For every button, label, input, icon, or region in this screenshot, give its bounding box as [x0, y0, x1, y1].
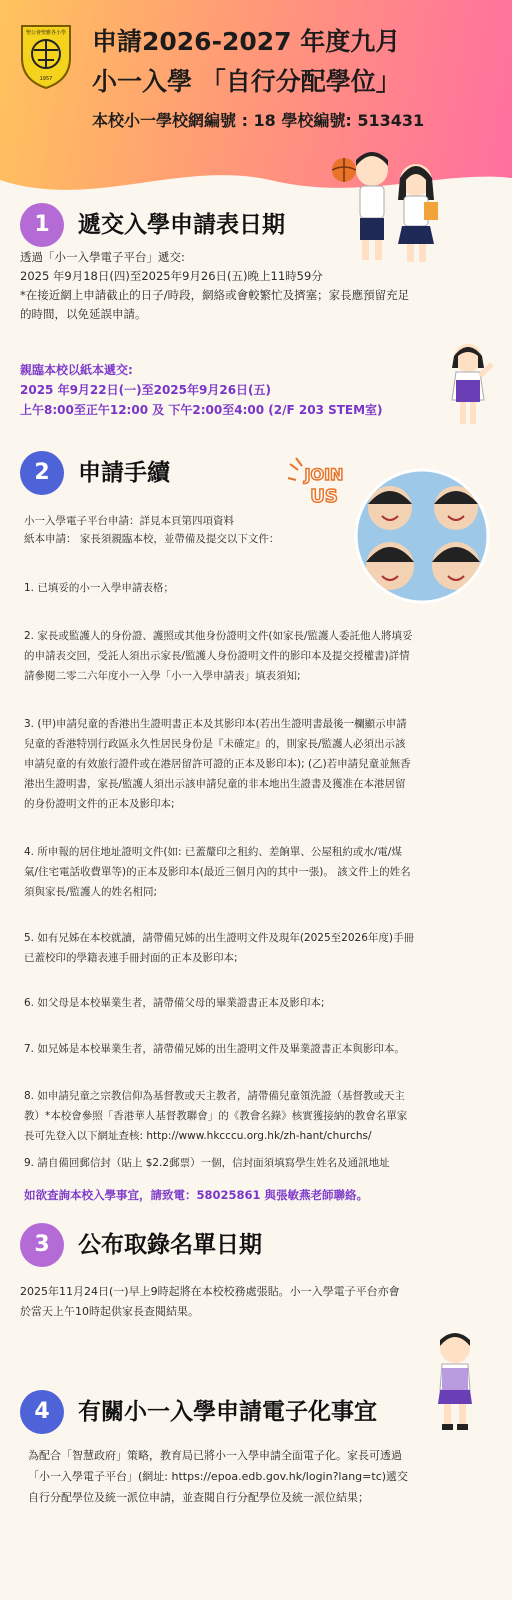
text-line: 2025年11月24日(一)早上9時起將在本校校務處張貼。小一入學電子平台亦會 [20, 1285, 400, 1298]
section-1-online-text [20, 248, 500, 324]
section-2-item-4 [24, 842, 494, 902]
text-line: 為配合「智慧政府」策略，教育局已將小一入學申請全面電子化。家長可透過 [28, 1449, 402, 1462]
text-line: 透過「小一入學電子平台」遞交: [20, 250, 185, 264]
section-2-item-6 [24, 994, 494, 1012]
text-line: 「小一入學電子平台」(網址: https://epoa.edb.gov.hk/login?lang=tc)遞交 [28, 1470, 409, 1483]
text-line: 6. 如父母是本校畢業生者，請帶備父母的畢業證書正本及影印本; [24, 997, 325, 1009]
text-line: 自行分配學位及統一派位申請，並查閱自行分配學位及統一派位結果； [28, 1491, 369, 1504]
text-line: 的身份證明文件的正本及影印本; [24, 798, 175, 810]
section-1-title: 遞交入學申請表日期 [78, 212, 285, 238]
text-line: 已蓋校印的學籍表連手冊封面的正本及影印本; [24, 952, 238, 964]
section-2-item-3 [24, 714, 494, 814]
section-2-item-2 [24, 626, 494, 686]
section-4-text [28, 1445, 498, 1508]
text-line: 請參閱二零二六年度小一入學「小一入學申請表」填表須知; [24, 670, 301, 682]
section-2-item-1 [24, 579, 494, 597]
section-3-text [20, 1282, 500, 1322]
text-line: 須與家長/監護人的姓名相同; [24, 886, 158, 898]
section-2-item-7 [24, 1040, 494, 1058]
section-2-item-5 [24, 928, 494, 968]
text-line: 7. 如兄姊是本校畢業生者，請帶備兄姊的出生證明文件及畢業證書正本與影印本。 [24, 1043, 405, 1055]
text-line: *在接近網上申請截止的日子/時段，網絡或會較繁忙及擠塞；家長應預留充足 [20, 288, 410, 302]
text-line: 8. 如申請兒童之宗教信仰為基督教或天主教者，請帶備兒童領洗證（基督教或天主 [24, 1090, 405, 1102]
section-2-item-9 [24, 1154, 494, 1172]
section-2-title: 申請手續 [78, 460, 170, 486]
section-4-title: 有關小一入學申請電子化事宜 [78, 1399, 377, 1425]
text-line: 上午8:00至正午12:00 及 下午2:00至4:00 (2/F 203 STEM室) [20, 403, 383, 417]
girl-illustration [438, 338, 498, 430]
text-line: 於當天上午10時起供家長查閱結果。 [20, 1305, 199, 1318]
section-4-number: 4 [20, 1390, 64, 1434]
text-line: 4. 所申報的居住地址證明文件(如: 已蓋釐印之租約、差餉單、公屋租約或水/電/煤 [24, 846, 402, 858]
section-1-number: 1 [20, 203, 64, 247]
text-line: 5. 如有兄姊在本校就讀，請帶備兄姊的出生證明文件及現年(2025至2026年度)手冊 [24, 932, 414, 944]
section-1-paper-submission [20, 360, 500, 420]
text-line: 的時間，以免延誤申請。 [20, 307, 147, 321]
text-line: 氣/住宅電話收費單等)的正本及影印本(最近三個月內的其中一張)。 該文件上的姓名 [24, 866, 411, 878]
text-line: 9. 請自備回郵信封（貼上 $2.2郵票）一個，信封面須填寫學生姓名及通訊地址 [24, 1157, 390, 1169]
section-4-header [20, 1390, 440, 1436]
section-2-number: 2 [20, 451, 64, 495]
text-line: 紙本申請： 家長須親臨本校，並帶備及提交以下文件： [24, 533, 280, 545]
text-line: 的申請表交回，受託人須出示家長/監護人身份證明文件的影印本及提交授權書)詳情 [24, 650, 410, 662]
section-3-header [20, 1223, 320, 1269]
section-3-title: 公布取錄名單日期 [78, 1232, 262, 1258]
text-line: 3. (甲)申請兒童的香港出生證明書正本及其影印本(若出生證明書最後一欄顯示申請 [24, 718, 407, 730]
section-2-intro [24, 512, 364, 548]
contact-info [24, 1186, 494, 1205]
text-line: 兒童的香港特別行政區永久性居民身份是『未確定』的，則家長/監護人必須出示該 [24, 738, 406, 750]
section-2-item-8 [24, 1086, 494, 1146]
text-line: 2025 年9月18日(四)至2025年9月26日(五)晚上11時59分 [20, 269, 323, 283]
section-1-header [20, 203, 380, 249]
svg-text:JOIN: JOIN [304, 465, 344, 484]
text-line: 2025 年9月22日(一)至2025年9月26日(五) [20, 383, 272, 397]
text-line: 如欲查詢本校入學事宜，請致電：58025861 與張敏燕老師聯絡。 [24, 1188, 369, 1202]
school-logo [18, 22, 74, 90]
text-line: 2. 家長或監護人的身份證、護照或其他身份證明文件(如家長/監護人委託他人將填妥 [24, 630, 413, 642]
title-line-1: 申請2026-2027 年度九月 [92, 27, 401, 56]
text-line: 港出生證明書，家長/監護人須出示該申請兒童的非本地出生證書及獲准在本港居留 [24, 778, 406, 790]
text-line: 親臨本校以紙本遞交: [20, 363, 133, 377]
text-line: 教）*本校會參照「香港華人基督教聯會」的《教會名錄》核實獲接納的教會名單家 [24, 1110, 408, 1122]
section-3-number: 3 [20, 1223, 64, 1267]
text-line: 申請兒童的有效旅行證件或在港居留許可證的正本及影印本); (乙)若申請兒童並無香 [24, 758, 411, 770]
text-line: 長可先登入以下網址查核: http://www.hkcccu.org.hk/zh-hant/churchs/ [24, 1130, 372, 1142]
text-line: 小一入學電子平台申請：詳見本頁第四項資料 [24, 515, 234, 527]
logo-year: 1957 [39, 76, 53, 82]
text-line: 1. 已填妥的小一入學申請表格； [24, 582, 174, 594]
logo-text: 聖公會聖雅各小學 [25, 30, 67, 36]
school-network-info: 本校小一學校網編號 : 18 學校編號: 513431 [92, 111, 425, 130]
svg-text:US: US [310, 486, 338, 507]
title-line-2: 小一入學 「自行分配學位」 [92, 67, 401, 96]
section-2-header [20, 451, 260, 497]
